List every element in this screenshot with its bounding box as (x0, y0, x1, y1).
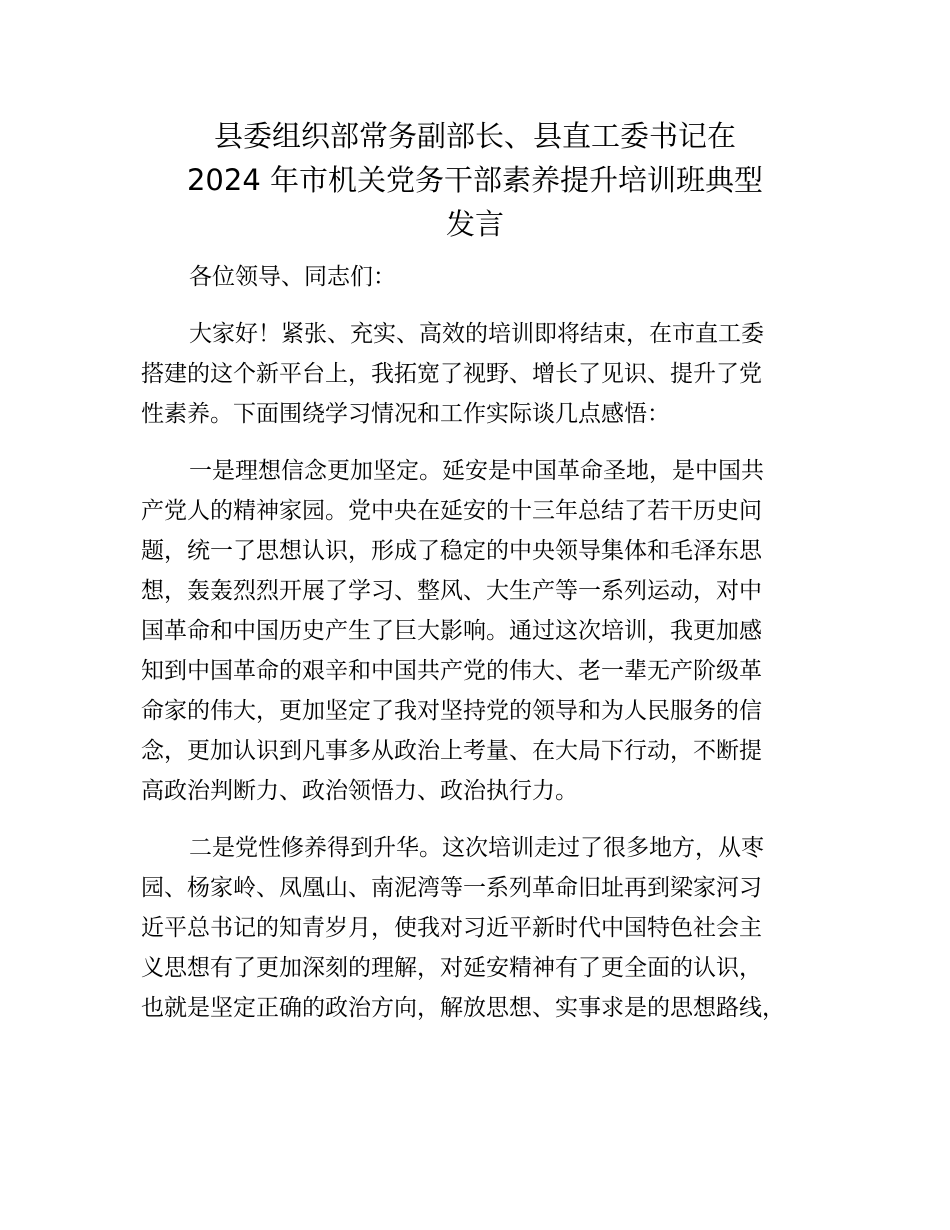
salutation-text: 各位领导、同志们： (189, 264, 396, 290)
paragraph-line: 念，更加认识到凡事多从政治上考量、在大局下行动，不断提 (141, 738, 762, 764)
paragraph-line: 近平总书记的知青岁月，使我对习近平新时代中国特色社会主 (141, 915, 762, 941)
paragraph-line: 性素养。下面围绕学习情况和工作实际谈几点感悟： (141, 401, 670, 427)
title-line-1: 县委组织部常务副部长、县直工委书记在 (213, 119, 736, 153)
paragraph-line: 高政治判断力、政治领悟力、政治执行力。 (141, 778, 578, 804)
paragraph-ideals (141, 451, 831, 811)
title-line-2: 2024 年市机关党务干部素养提升培训班典型 (186, 163, 764, 197)
paragraph-line: 产党人的精神家园。党中央在延安的十三年总结了若干历史问 (141, 498, 762, 524)
paragraph-intro (141, 314, 831, 434)
paragraph-party-spirit (141, 828, 831, 1028)
paragraph-line: 国革命和中国历史产生了巨大影响。通过这次培训，我更加感 (141, 618, 762, 644)
paragraph-line: 义思想有了更加深刻的理解，对延安精神有了更全面的认识， (141, 955, 762, 981)
paragraph-line: 一是理想信念更加坚定。延安是中国革命圣地，是中国共 (189, 458, 764, 484)
paragraph-line: 大家好！紧张、充实、高效的培训即将结束，在市直工委 (189, 321, 764, 347)
paragraph-line: 也就是坚定正确的政治方向，解放思想、实事求是的思想路线， (141, 995, 785, 1021)
paragraph-line: 题，统一了思想认识，形成了稳定的中央领导集体和毛泽东思 (141, 538, 762, 564)
document-title (140, 114, 810, 246)
paragraph-line: 二是党性修养得到升华。这次培训走过了很多地方，从枣 (189, 835, 764, 861)
paragraph-line: 园、杨家岭、凤凰山、南泥湾等一系列革命旧址再到梁家河习 (141, 875, 762, 901)
document-body (141, 257, 831, 1028)
paragraph-line: 搭建的这个新平台上，我拓宽了视野、增长了见识、提升了党 (141, 361, 762, 387)
paragraph-line: 想，轰轰烈烈开展了学习、整风、大生产等一系列运动，对中 (141, 578, 762, 604)
paragraph-line: 知到中国革命的艰辛和中国共产党的伟大、老一辈无产阶级革 (141, 658, 762, 684)
title-line-3: 发言 (445, 207, 504, 241)
salutation (141, 257, 831, 297)
paragraph-line: 命家的伟大，更加坚定了我对坚持党的领导和为人民服务的信 (141, 698, 762, 724)
